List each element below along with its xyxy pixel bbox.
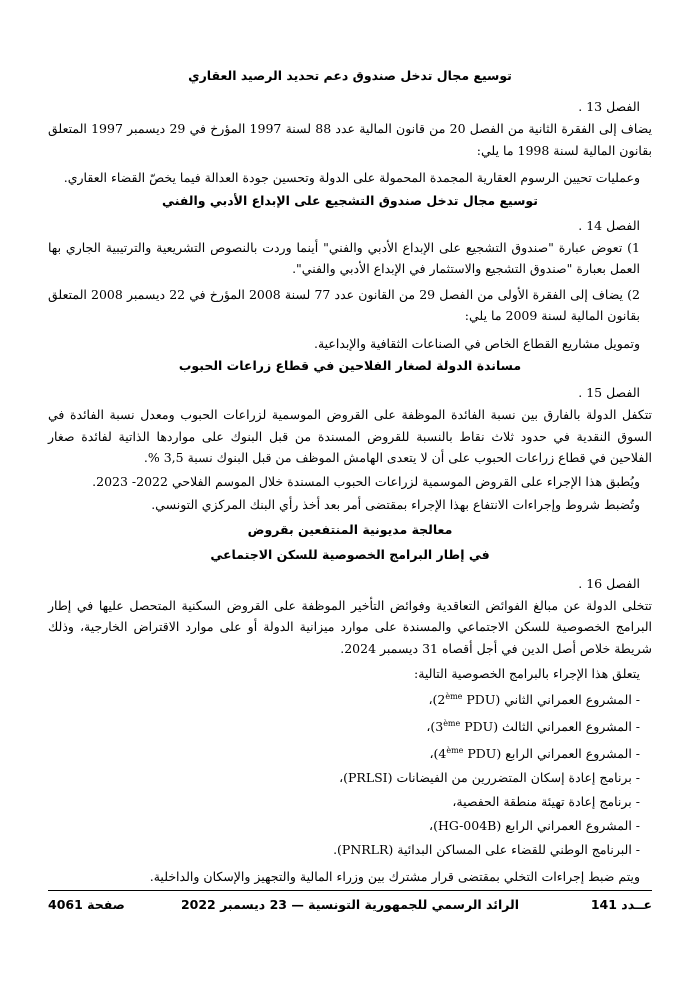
heading-debt-treatment-line2: في إطار البرامج الخصوصية للسكن الاجتماعي — [210, 546, 490, 562]
paragraph-14a: 1) تعوض عبارة "صندوق التشجيع على الإبداع الأدبي والفني" أينما وردت بالنصوص التشريعية والترتيبية الجاري بها العمل بعبارة "صندوق التشجيع والاستثمار في الإبداع الأدبي والفني". — [48, 239, 640, 276]
chapter-16: الفصل 16 . — [578, 575, 640, 591]
paragraph-16b: يتعلق هذا الإجراء بالبرامج الخصوصية التالية: — [413, 666, 640, 681]
heading-creativity-fund: توسيع مجال تدخل صندوق التشجيع على الإبداع الأدبي والفني — [162, 192, 538, 208]
page-footer — [48, 897, 652, 915]
paragraph-15c: وتُضبط شروط وإجراءات الانتفاع بهذا الإجراء بمقتضى أمر بعد أخذ رأي البنك المركزي التونسي. — [151, 497, 640, 512]
paragraph-13b: وعمليات تحيين الرسوم العقارية المجمدة المحمولة على الدولة وتحسين جودة العدالة فيما يخصّ القضاء العقاري. — [63, 170, 640, 185]
list-item-hg004b: - المشروع العمراني الرابع (HG-004B)، — [429, 817, 640, 833]
paragraph-13a: يضاف إلى الفقرة الثانية من الفصل 20 من قانون المالية عدد 88 لسنة 1997 المؤرخ في 29 ديسمبر 1997 المتعلق بقانون المالية لسنة 1998 ما يلي: — [48, 121, 653, 158]
chapter-14: الفصل 14 . — [578, 217, 640, 233]
list-item-prlsi: - برنامج إعادة إسكان المتضررين من الفيضانات (PRLSI)، — [339, 769, 640, 785]
footer-gazette-title: الرائد الرسمي للجمهورية التونسية — 23 ديسمبر 2022 — [180, 897, 520, 912]
footer-page-number: صفحة 4061 — [48, 897, 125, 912]
heading-debt-treatment-line1: معالجة مديونية المنتفعين بقروض — [247, 521, 453, 537]
page-content — [48, 66, 652, 887]
list-item-hafsia: - برنامج إعادة تهيئة منطقة الحفصية، — [452, 793, 640, 809]
paragraph-15b: ويُطبق هذا الإجراء على القروض الموسمية لزراعات الحبوب المسندة خلال الموسم الفلاحي 2022- 2023. — [92, 473, 640, 489]
paragraph-15a: تتكفل الدولة بالفارق بين نسبة الفائدة الموظفة على القروض الموسمية لزراعات الحبوب ومعدل نسبة الفائدة في السوق النقدية في حدود ثلاث نقاط بالنسبة للقروض المسندة من قبل البنوك على مواردها الذاتية لفائدة صغار الفلاحين في قطاع زراعات الحبوب على أن لا يتعدى الهامش الموظف من قبل البنوك نسبة 3,5 %. — [48, 407, 652, 465]
footer-divider — [48, 890, 652, 891]
footer-issue-number: عــدد 141 — [590, 897, 652, 912]
heading-grain-farmers-support: مساندة الدولة لصغار الفلاحين في قطاع زراعات الحبوب — [178, 358, 522, 373]
paragraph-14c: وتمويل مشاريع القطاع الخاص في الصناعات الثقافية والإبداعية. — [313, 335, 640, 351]
heading-land-registry-fund: توسيع مجال تدخل صندوق دعم تحديد الرصيد العقاري — [188, 68, 512, 83]
list-item-pdu2: - المشروع العمراني الثاني (2ème PDU)، — [428, 691, 640, 707]
paragraph-14b: 2) يضاف إلى الفقرة الأولى من الفصل 29 من القانون عدد 77 لسنة 2008 المؤرخ في 22 ديسمبر 2008 المتعلق بقانون المالية لسنة 2009 ما يلي: — [48, 286, 640, 323]
list-item-pdu4: - المشروع العمراني الرابع (4ème PDU)، — [429, 745, 640, 761]
list-item-pnrlr: - البرنامج الوطني للقضاء على المساكن البدائية (PNRLR). — [333, 841, 640, 857]
paragraph-16c: ويتم ضبط إجراءات التخلي بمقتضى قرار مشترك بين وزراء المالية والتجهيز والإسكان والداخلية. — [149, 868, 640, 884]
chapter-15: الفصل 15 . — [578, 385, 640, 400]
chapter-13: الفصل 13 . — [578, 99, 640, 114]
list-item-pdu3: - المشروع العمراني الثالث (3ème PDU)، — [426, 718, 640, 734]
paragraph-16a: تتخلى الدولة عن مبالغ الفوائض التعاقدية وفوائض التأخير الموظفة على القروض السكنية المتحصل عليها في إطار البرامج الخصوصية للسكن الاجتماعي والمسندة على موارد ميزانية الدولة أو على موارد الاقتراض الخارجية، وذلك شريطة خلاص أصل الدين في أجل أقصاه 31 ديسمبر 2024. — [48, 597, 652, 656]
